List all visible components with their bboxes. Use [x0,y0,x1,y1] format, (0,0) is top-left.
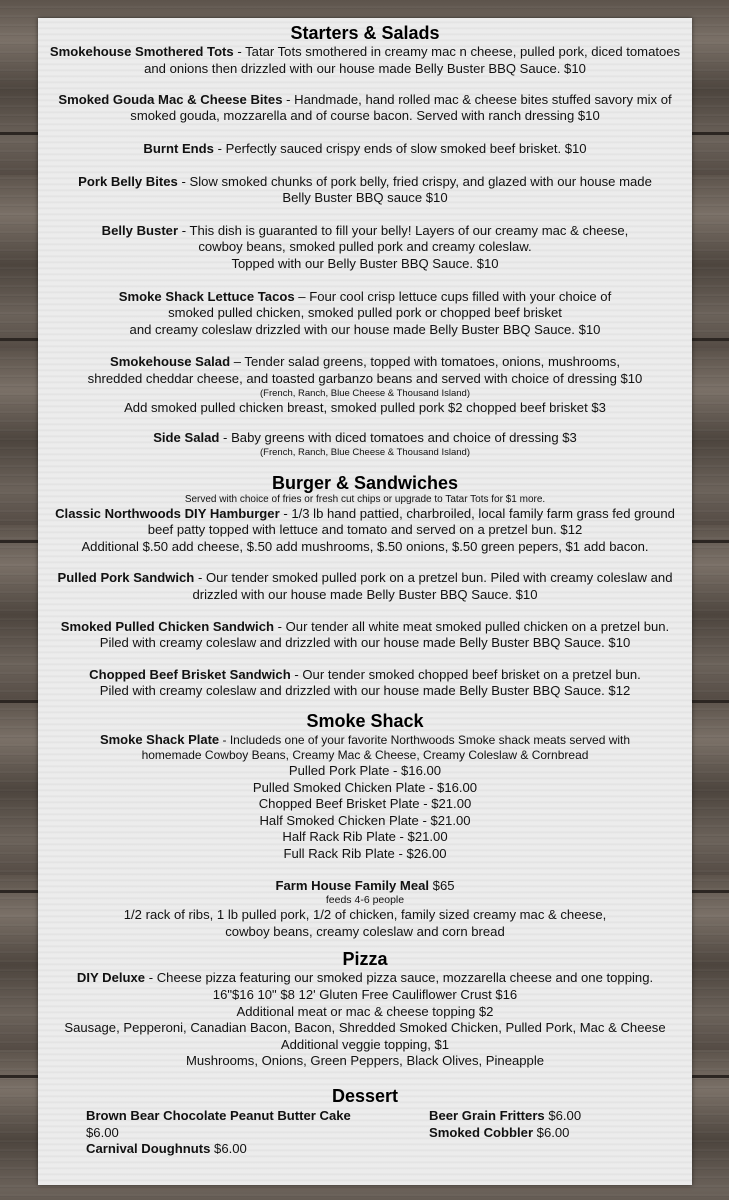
section-heading-starters: Starters & Salads [290,23,440,43]
menu-panel [38,18,692,1185]
menu-item [38,430,692,447]
separator: - [233,44,246,59]
item-price: $6.00 [533,1124,570,1140]
item-name: Side Salad [153,430,220,446]
item-description: homemade Cowboy Beans, Creamy Mac & Cheese, Creamy Coleslaw & Cornbread [141,748,589,763]
item-description: drizzled with our house made Belly Buster BBQ Sauce. $10 [192,587,538,603]
item-description: Our tender all white meat smoked pulled chicken on a pretzel bun. [285,618,670,634]
plate-price: Pulled Smoked Chicken Plate - $16.00 [252,779,478,795]
item-name: Carnival Doughnuts [86,1141,211,1157]
item-description: Additional veggie topping, $1 [280,1036,450,1052]
separator: - [282,91,295,107]
item-description: Handmade, hand rolled mac & cheese bites stuffed savory mix of [294,91,672,107]
item-name: Smoked Cobbler [429,1124,534,1140]
separator: - [178,222,190,238]
menu-item [38,44,692,77]
menu-item [38,506,692,556]
item-description: smoked pulled chicken, smoked pulled pork or chopped beef brisket [168,305,562,321]
separator: - [219,733,230,748]
item-name: Brown Bear Chocolate Peanut Butter Cake [86,1107,351,1123]
item-price: $65 [429,877,455,893]
section-heading-burgers: Burger & Sandwiches [271,472,459,493]
item-description: Belly Buster BBQ sauce $10 [282,190,448,206]
item-description: cowboy beans, creamy coleslaw and corn bread [225,923,505,939]
item-name: DIY Deluxe [76,970,146,986]
menu-item [38,289,692,339]
dessert-item [429,1108,692,1125]
item-name: Smoke Shack Lettuce Tacos [118,288,295,304]
menu-item [38,878,692,895]
item-description: smoked gouda, mozzarella and of course bacon. Served with ranch dressing $10 [130,108,600,124]
menu-item [38,354,692,387]
item-addon: Add smoked pulled chicken breast, smoked pulled pork $2 chopped beef brisket $3 [124,399,606,415]
separator: - [213,140,226,156]
item-name: Pulled Pork Sandwich [57,570,195,586]
menu-item [38,667,692,700]
item-description: Perfectly sauced crispy ends of slow smoked beef brisket. $10 [225,140,587,156]
menu-item [38,174,692,207]
dessert-item [429,1125,692,1142]
dessert-column-left [38,1108,366,1158]
item-name: Smoked Gouda Mac & Cheese Bites [58,91,283,107]
item-description: Mushrooms, Onions, Green Peppers, Black Olives, Pineapple [185,1053,545,1069]
item-description: Tender salad greens, topped with tomatoes, onions, mushrooms, [244,354,620,370]
item-description: Additional $.50 add cheese, $.50 add mushrooms, $.50 onions, $.50 green pepers, $1 add bacon. [81,538,649,554]
menu-item [38,92,692,125]
separator: - [279,505,292,521]
plate-price: Half Smoked Chicken Plate - $21.00 [259,812,471,828]
separator: – [294,288,310,304]
item-name: Smoked Pulled Chicken Sandwich [60,618,274,634]
separator: - [290,666,303,682]
dessert-item [86,1141,366,1158]
item-description: Piled with creamy coleslaw and drizzled with our house made Belly Buster BBQ Sauce. $10 [99,635,631,651]
item-description: Topped with our Belly Buster BBQ Sauce. $10 [231,255,499,271]
menu-item [38,732,692,763]
item-description: Tatar Tots smothered in creamy mac n cheese, pulled pork, diced tomatoes [245,44,681,59]
dressing-options: (French, Ranch, Blue Cheese & Thousand Island) [260,387,470,399]
item-description: Additional meat or mac & cheese topping $2 [236,1003,494,1019]
serving-note: feeds 4-6 people [325,894,405,907]
plate-price: Half Rack Rib Plate - $21.00 [282,829,448,845]
item-price: $6.00 [210,1141,247,1157]
item-description: beef patty topped with lettuce and tomato and served on a pretzel bun. $12 [147,522,583,538]
section-heading-dessert: Dessert [331,1085,399,1106]
separator: - [177,173,190,189]
plate-price: Full Rack Rib Plate - $26.00 [283,846,447,861]
item-description: Our tender smoked chopped beef brisket on a pretzel bun. [302,666,641,682]
item-name: Beer Grain Fritters [429,1107,545,1123]
item-description: Baby greens with diced tomatoes and choice of dressing $3 [231,430,577,446]
item-description: This dish is guaranted to fill your belly! Layers of our creamy mac & cheese, [189,222,629,238]
item-description: shredded cheddar cheese, and toasted garbanzo beans and served with choice of dressing $10 [87,370,643,386]
separator: – [230,354,245,370]
dessert-column-right [366,1108,692,1158]
item-description: Cheese pizza featuring our smoked pizza sauce, mozzarella cheese and one topping. [156,970,654,986]
item-name: Smokehouse Salad [110,354,231,370]
item-description: 1/3 lb hand pattied, charbroiled, local family farm grass fed ground [291,505,675,521]
section-note: Served with choice of fries or fresh cut chips or upgrade to Tatar Tots for $1 more. [184,493,546,505]
dessert-item [86,1108,366,1141]
item-description: Slow smoked chunks of pork belly, fried crispy, and glazed with our house made [189,173,652,189]
item-price: $6.00 [86,1124,119,1140]
section-heading-pizza: Pizza [342,949,388,970]
item-description: 16"$16 10" $8 12' Gluten Free Cauliflower Crust $16 [212,986,518,1002]
item-price: $6.00 [544,1107,582,1123]
item-description: cowboy beans, smoked pulled pork and creamy coleslaw. [198,239,532,255]
separator: - [219,430,232,446]
item-name: Classic Northwoods DIY Hamburger [55,505,280,521]
item-name: Chopped Beef Brisket Sandwich [89,666,291,682]
menu-content [38,18,692,1158]
item-description: Sausage, Pepperoni, Canadian Bacon, Bacon, Shredded Smoked Chicken, Pulled Pork, Mac & Cheese [64,1020,666,1036]
item-name: Belly Buster [101,222,179,238]
item-description: Piled with creamy coleslaw and drizzled with our house made Belly Buster BBQ Sauce. $12 [99,683,631,699]
menu-item [38,619,692,652]
plate-price: Pulled Pork Plate - $16.00 [288,763,442,779]
menu-item [38,970,692,987]
item-name: Smoke Shack Plate [99,732,220,748]
item-description: and creamy coleslaw drizzled with our house made Belly Buster BBQ Sauce. $10 [129,321,601,337]
separator: - [145,970,157,986]
menu-item [38,223,692,273]
item-description: Our tender smoked pulled pork on a pretzel bun. Piled with creamy coleslaw and [205,570,673,586]
item-description: and onions then drizzled with our house made Belly Buster BBQ Sauce. $10 [144,60,586,76]
separator: - [194,570,206,586]
dessert-list [38,1108,692,1158]
item-name: Smokehouse Smothered Tots [49,44,234,59]
item-description: Four cool crisp lettuce cups filled with your choice of [309,288,612,304]
menu-item [38,141,692,158]
item-name: Burnt Ends [143,140,214,156]
plate-price: Chopped Beef Brisket Plate - $21.00 [258,796,472,812]
dressing-options: (French, Ranch, Blue Cheese & Thousand Island) [260,446,470,458]
item-description: 1/2 rack of ribs, 1 lb pulled pork, 1/2 of chicken, family sized creamy mac & cheese, [123,907,607,923]
section-heading-smoke-shack: Smoke Shack [306,711,424,732]
separator: - [273,618,286,634]
item-name: Pork Belly Bites [78,173,178,189]
item-name: Farm House Family Meal [275,877,430,893]
item-description: Includeds one of your favorite Northwoods Smoke shack meats served with [229,733,631,748]
menu-item [38,570,692,603]
